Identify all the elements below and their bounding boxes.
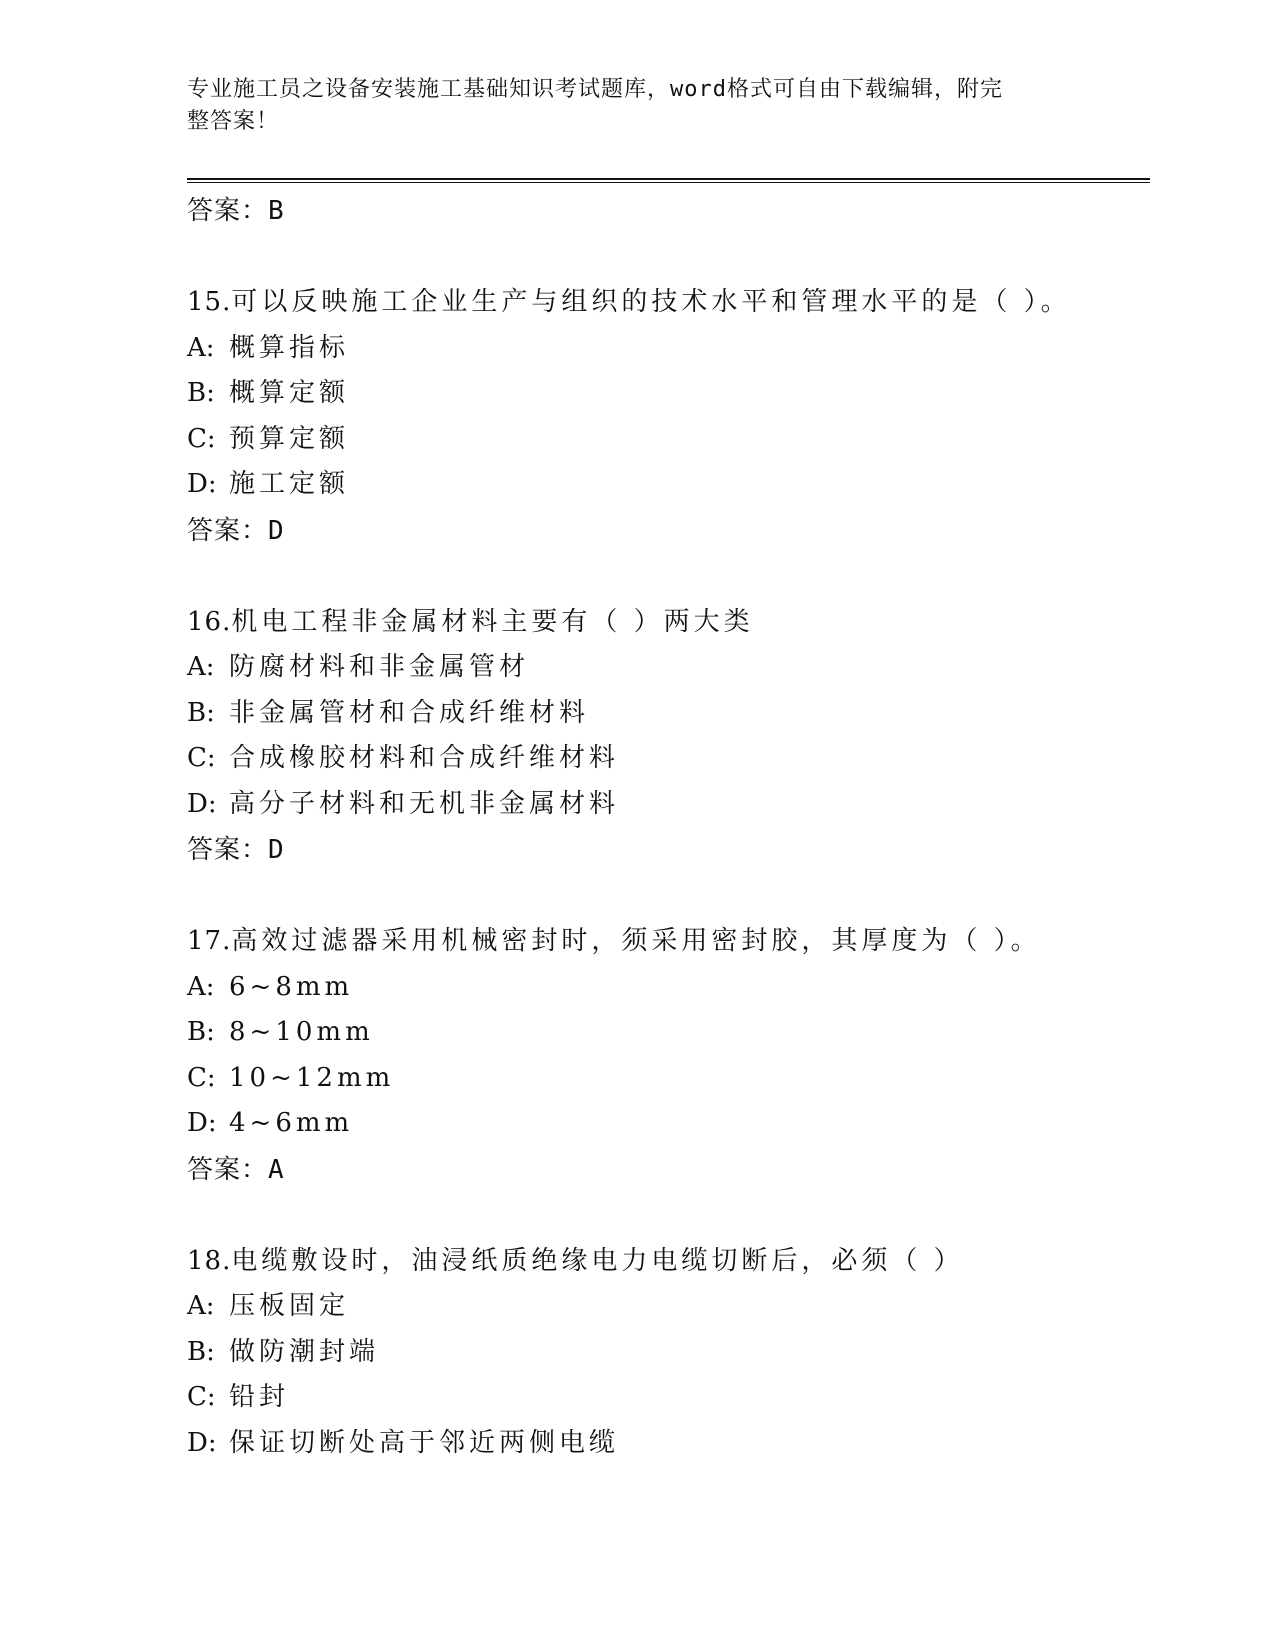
- option-text: 施工定额: [229, 469, 350, 499]
- question-stem: [187, 1239, 1147, 1285]
- question-list: [187, 188, 1147, 1466]
- option-key: C:: [187, 423, 216, 454]
- option-key: A:: [187, 652, 215, 682]
- option-a: [187, 1284, 1147, 1330]
- answer-line: 答案：B: [187, 196, 285, 226]
- header-line-2: 整答案！: [187, 109, 280, 134]
- option-text: 非金属管材和合成纤维材料: [229, 697, 590, 728]
- option-key: B:: [187, 697, 215, 728]
- option-c: [187, 417, 1147, 463]
- option-c: [187, 1375, 1147, 1421]
- question-number: 17.: [187, 926, 232, 956]
- option-b: [187, 1010, 1147, 1056]
- question-16: [187, 600, 1147, 874]
- option-key: A:: [187, 971, 215, 1002]
- option-d: [187, 1101, 1147, 1147]
- option-key: A:: [187, 332, 215, 363]
- option-a: [187, 645, 1147, 691]
- option-key: C:: [187, 743, 216, 773]
- option-b: [187, 691, 1147, 737]
- option-d: [187, 782, 1147, 828]
- option-text: 铅封: [229, 1382, 290, 1412]
- question-number: 15.: [187, 287, 232, 317]
- option-key: C:: [187, 1382, 216, 1412]
- option-text: 概算指标: [229, 332, 350, 363]
- option-key: C:: [187, 1062, 216, 1093]
- option-key: D:: [187, 469, 217, 499]
- option-key: B:: [187, 1017, 215, 1047]
- question-text: 电缆敷设时，油浸纸质绝缘电力电缆切断后，必须（ ）: [231, 1245, 964, 1276]
- option-text: 做防潮封端: [229, 1336, 380, 1367]
- option-key: D:: [187, 788, 217, 819]
- question-number: 16.: [187, 606, 232, 637]
- option-text: 高分子材料和无机非金属材料: [229, 788, 620, 819]
- question-17: [187, 919, 1147, 1193]
- header-divider-thick: [187, 178, 1150, 180]
- option-a: [187, 326, 1147, 372]
- option-c: [187, 1056, 1147, 1102]
- option-text: 防腐材料和非金属管材: [229, 652, 530, 682]
- option-text: 预算定额: [229, 423, 350, 454]
- header-divider-thin: [187, 182, 1150, 183]
- option-key: B:: [187, 378, 215, 408]
- option-b: [187, 371, 1147, 417]
- answer-line: 答案：A: [187, 1154, 285, 1185]
- option-text: 合成橡胶材料和合成纤维材料: [229, 743, 620, 773]
- document-header: [187, 74, 1067, 138]
- option-text: 概算定额: [229, 378, 350, 408]
- option-key: D:: [187, 1427, 217, 1458]
- option-text: 压板固定: [229, 1291, 350, 1321]
- option-key: B:: [187, 1336, 215, 1367]
- option-a: [187, 965, 1147, 1011]
- question-15: [187, 280, 1147, 554]
- header-line-1: 专业施工员之设备安装施工基础知识考试题库，word格式可自由下载编辑，附完: [187, 77, 1003, 102]
- question-number: 18.: [187, 1245, 232, 1276]
- option-text: 保证切断处高于邻近两侧电缆: [229, 1427, 620, 1458]
- question-text: 高效过滤器采用机械密封时，须采用密封胶，其厚度为（ ）。: [231, 926, 1041, 956]
- question-text: 可以反映施工企业生产与组织的技术水平和管理水平的是（ ）。: [231, 287, 1071, 317]
- question-stem: [187, 600, 1147, 646]
- question-stem: [187, 919, 1147, 965]
- option-text: 10~12mm: [229, 1062, 395, 1093]
- option-text: 4~6mm: [229, 1108, 354, 1138]
- question-stem: [187, 280, 1147, 326]
- option-d: [187, 1421, 1147, 1467]
- question-18: [187, 1239, 1147, 1467]
- option-key: D:: [187, 1108, 217, 1138]
- answer-line: 答案：D: [187, 835, 285, 865]
- option-key: A:: [187, 1291, 215, 1321]
- option-text: 6~8mm: [229, 971, 354, 1002]
- option-b: [187, 1330, 1147, 1376]
- option-text: 8~10mm: [229, 1017, 374, 1047]
- answer-line: 答案：D: [187, 515, 285, 546]
- option-d: [187, 462, 1147, 508]
- question-text: 机电工程非金属材料主要有（ ）两大类: [231, 606, 754, 637]
- option-c: [187, 736, 1147, 782]
